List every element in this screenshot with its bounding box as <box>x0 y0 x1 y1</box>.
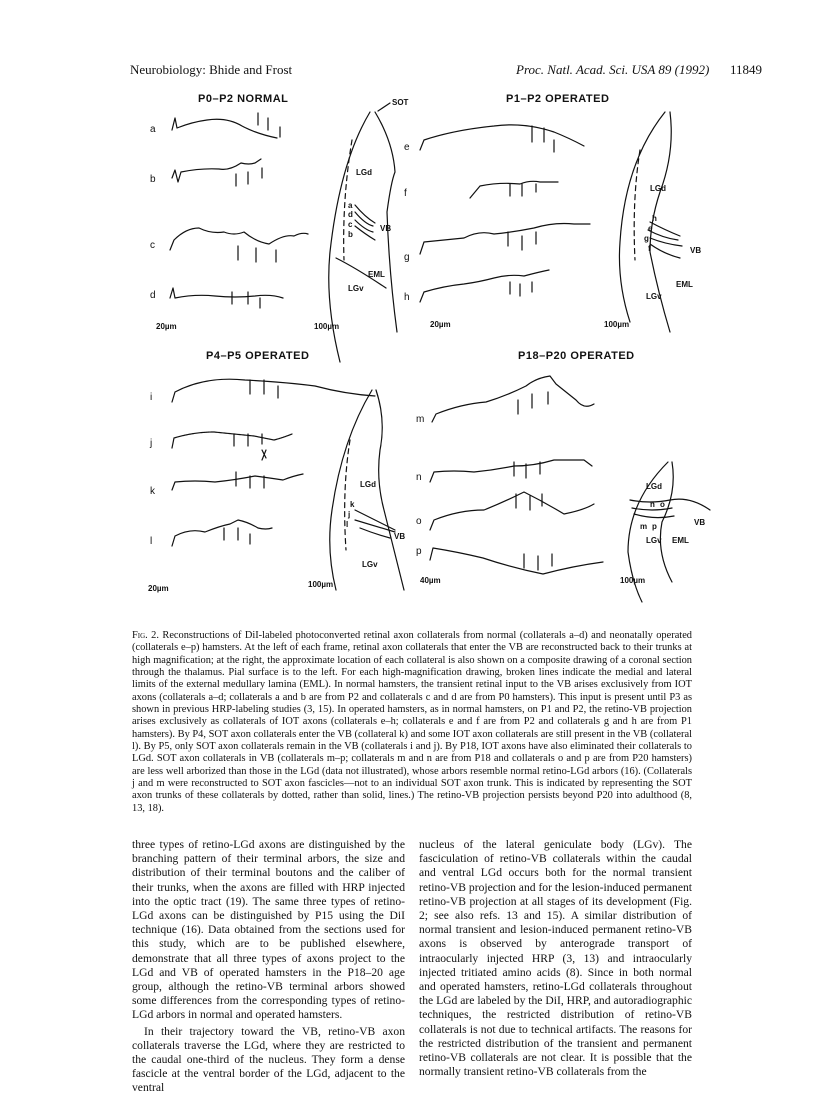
trace-label-j: j <box>150 438 153 449</box>
body-column-left <box>132 838 405 1096</box>
label-lgd-4: LGd <box>646 482 662 491</box>
trace-label-n: n <box>416 472 422 483</box>
scale-bar-right-4: 100µm <box>620 576 646 585</box>
scale-bar-right-3: 100µm <box>308 580 334 589</box>
label-e-section: e <box>648 224 653 233</box>
trace-n <box>430 460 592 482</box>
page-number: 11849 <box>730 62 763 77</box>
figure-caption <box>132 630 692 815</box>
label-c-section: c <box>348 220 353 229</box>
trace-p <box>430 548 603 574</box>
trace-f <box>470 181 558 198</box>
trace-label-k: k <box>150 486 155 497</box>
trace-c <box>170 228 308 250</box>
trace-label-e: e <box>404 142 410 153</box>
journal-citation: Proc. Natl. Acad. Sci. USA 89 (1992) <box>516 62 710 77</box>
label-m-section: m <box>640 522 648 531</box>
label-lgv-2: LGv <box>646 292 662 301</box>
trace-l <box>172 520 272 546</box>
label-vb-3: VB <box>394 532 406 541</box>
label-lgd-1: LGd <box>356 168 372 177</box>
trace-h <box>420 270 549 302</box>
label-o-section: o <box>660 500 665 509</box>
paragraph: nucleus of the lateral geniculate body (LGv). The fasciculation of retino-VB collaterals within the caudal and ventral LGd occurs both for the normal transient retino-VB projection and for the lesion-induced permanent retino-VB projection at all stages of its development (Fig. 2; see also refs. 13 and 15). A similar distribution of normal transient and lesion-induced permanent retino-VB axons is observed by anterograde transport of intraocularly injected HRP (3, 13) and intraocularly injected tritiated amino acids (8). Since in both normal and operated hamsters, retino-LGd collaterals throughout the LGd are labeled by the DiI, HRP, and autoradiographic techniques, the restricted distribution of retino-VB collaterals is not due to technical artifacts. The reasons for the restricted distribution of the transient and permanent retino-VB collaterals are not clear. It is possible that the normally transient retino-VB collaterals from the <box>419 838 693 1079</box>
trace-label-g: g <box>404 252 410 263</box>
paragraph: three types of retino-LGd axons are distinguished by the branching pattern of their terminal arbors, the size and distribution of their terminal boutons and the caliber of their trunks, when the axons are filled with HRP injected into the optic tract (19). The same three types of retino-LGd axons can be distinguished by P15 using the DiI technique (16). Data obtained from the sections used for this study, which are to be published elsewhere, demonstrate that all three types of axons project to the LGd and VB of operated hamsters in the P18–20 age group, although the retino-VB terminal arbors showed some differences from the corresponding types of retino-LGd arbors in normal and operated hamsters. <box>132 838 405 1022</box>
trace-label-b: b <box>150 174 156 185</box>
scale-bar-left-2: 20µm <box>430 320 451 329</box>
label-lgv-4: LGv <box>646 536 662 545</box>
caption-label: Fig. 2. <box>132 630 159 641</box>
label-lgv-1: LGv <box>348 284 364 293</box>
label-eml-4: EML <box>672 536 689 545</box>
panel-title-p1-p2-operated: P1–P2 OPERATED <box>506 93 610 105</box>
panel-title-p0-p2-normal: P0–P2 NORMAL <box>198 93 289 105</box>
label-a-section: a <box>348 201 353 210</box>
trace-label-a: a <box>150 124 156 135</box>
trace-label-d: d <box>150 290 156 301</box>
scale-bar-left-3: 20µm <box>148 584 169 593</box>
trace-label-c: c <box>150 240 155 251</box>
trace-m <box>432 376 594 422</box>
panel-title-p18-p20-operated: P18–P20 OPERATED <box>518 350 635 362</box>
paragraph: In their trajectory toward the VB, retino-VB axon collaterals traverse the LGd, where they are restricted to the caudal one-third of the nucleus. They form a dense fascicle at the ventral border of the LGd, adjacent to the ventral <box>132 1024 405 1095</box>
label-d-section: d <box>348 210 353 219</box>
label-g-section: g <box>644 234 649 243</box>
trace-label-h: h <box>404 292 410 303</box>
label-p-section: p <box>652 522 657 531</box>
label-lgd-2: LGd <box>650 184 666 193</box>
trace-label-o: o <box>416 516 422 527</box>
caption-text: Reconstructions of DiI-labeled photoconverted retinal axon collaterals from normal (collaterals a–d) and neonatally operated (collaterals e–p) hamsters. At the left of each frame, retinal axon collaterals that enter the VB are reconstructed back to their trunks at high magnification; at the right, the approximate location of each collateral is also shown on a composite drawing of a coronal section through the thalamus. Pial surface is to the left. For each high-magnification drawing, broken lines indicate the medial and lateral limits of the external medullary lamina (EML). In normal hamsters, the transient retinal input to the VB arises exclusively from IOT axons (collaterals a–d; collaterals a and b are from P2 and collaterals c and d are from P0 hamsters). This input is present until P3 as shown in previous HRP-labeling studies (3, 15). In operated hamsters, as in normal hamsters, on P1 and P2, the retino-VB projection arises exclusively as collaterals of IOT axons (collaterals e–h; collaterals e and f are from P2 and collaterals g and h are from P1 hamsters). By P4, SOT axon collaterals enter the VB (collateral k) and some IOT axon collaterals are still present in the VB (collateral l). By P5, only SOT axon collaterals remain in the VB (collaterals i and j). By P18, IOT axons have also eliminated their collaterals to LGd. SOT axon collaterals in VB (collaterals m–p; collaterals m and n are from P18 and collaterals o and p are from P20 hamsters) are less well arborized than those in the LGd (data not illustrated), whose arbors resemble normal retino-LGd arbors (16). (Collaterals j and m were reconstructed to SOT axon fascicles—not to an individual SOT axon trunk. This is indicated by representing the SOT axon trunks of these collaterals by dotted, rather than solid, lines.) The retino-VB projection persists beyond P20 into adulthood (8, 13, 18). <box>132 630 692 814</box>
trace-k <box>172 474 303 490</box>
label-f-section: f <box>648 244 651 253</box>
trace-o <box>430 492 594 530</box>
scale-bar-right-1: 100µm <box>314 322 340 331</box>
label-vb-2: VB <box>690 246 702 255</box>
label-sot: SOT <box>392 98 409 107</box>
label-k-section: k <box>350 500 355 509</box>
running-head-left: Neurobiology: Bhide and Frost <box>130 62 293 77</box>
label-h-section: h <box>652 214 657 223</box>
trace-label-i: i <box>150 392 153 403</box>
body-column-right <box>419 838 692 1079</box>
trace-label-p: p <box>416 546 422 557</box>
trace-label-f: f <box>404 188 407 199</box>
label-lgd-3: LGd <box>360 480 376 489</box>
trace-g <box>420 224 590 255</box>
panel-title-p4-p5-operated: P4–P5 OPERATED <box>206 350 310 362</box>
trace-j <box>172 432 292 460</box>
label-l-section: l <box>346 520 349 529</box>
trace-label-l: l <box>150 536 153 547</box>
scale-bar-left-4: 40µm <box>420 576 441 585</box>
label-n-section: n <box>650 500 655 509</box>
trace-label-m: m <box>416 414 425 425</box>
trace-a <box>172 118 277 138</box>
scale-bar-right-2: 100µm <box>604 320 630 329</box>
label-b-section: b <box>348 230 353 239</box>
trace-i <box>172 379 375 402</box>
label-j-section: j <box>348 510 351 519</box>
scale-bar-left-1: 20µm <box>156 322 177 331</box>
label-lgv-3: LGv <box>362 560 378 569</box>
trace-e <box>420 125 584 150</box>
label-eml-2: EML <box>676 280 693 289</box>
label-eml-1: EML <box>368 270 385 279</box>
trace-d <box>170 288 283 298</box>
label-vb-4: VB <box>694 518 706 527</box>
label-vb-1: VB <box>380 224 392 233</box>
